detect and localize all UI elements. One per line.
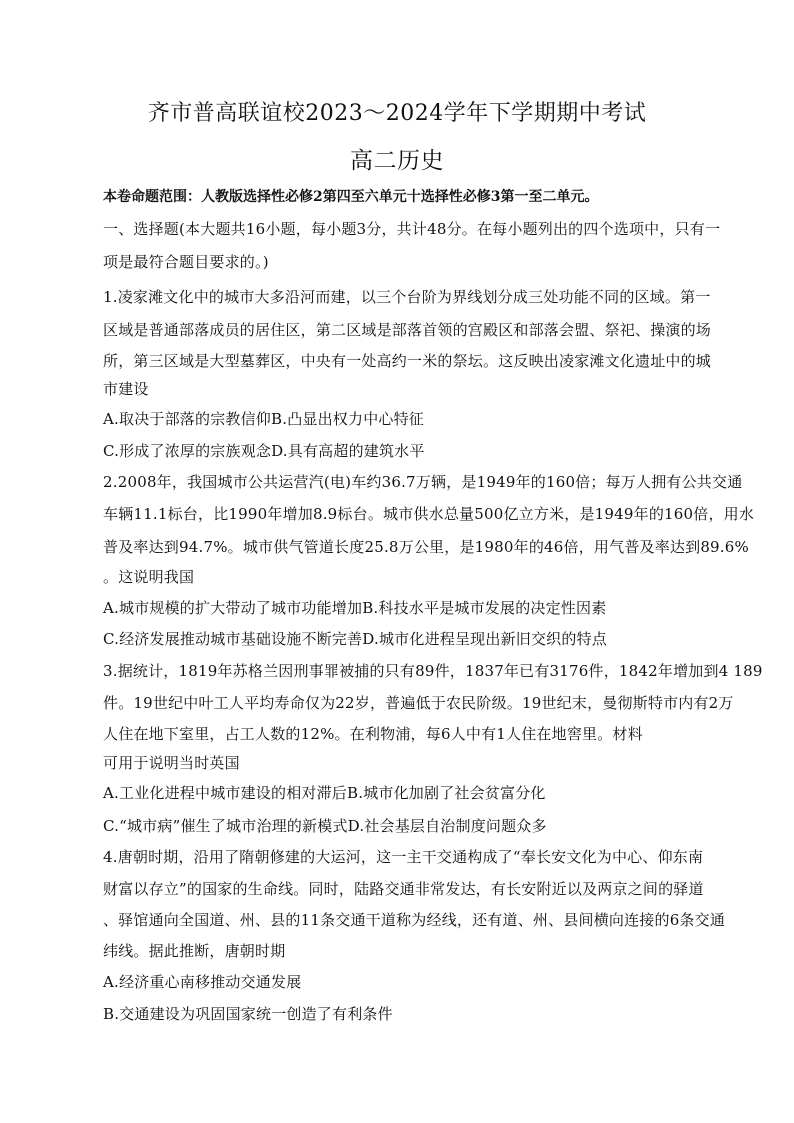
q2-options-ab: A.城市规模的扩大带动了城市功能增加B.科技水平是城市发展的决定性因素 [103, 599, 607, 617]
q3-options-cd: C.“城市病”催生了城市治理的新模式D.社会基层自治制度问题众多 [103, 817, 547, 835]
q4-option-a: A.经济重心南移推动交通发展 [103, 973, 302, 991]
q1-options-ab: A.取决于部落的宗教信仰B.凸显出权力中心特征 [103, 410, 424, 428]
q4-option-b: B.交通建设为巩固国家统一创造了有利条件 [103, 1005, 393, 1023]
q3-stem-line1: 3.据统计，1819年苏格兰因刑事罪被捕的只有89件，1837年已有3176件，1842年增加到4 189 [103, 662, 763, 680]
q1-stem-line2: 区域是普通部落成员的居住区，第二区域是部落首领的宫殿区和部落会盟、祭祀、操演的场 [103, 321, 712, 339]
q2-stem-line1: 2.2008年，我国城市公共运营汽(电)车约36.7万辆，是1949年的160倍；每万人拥有公共交通 [103, 473, 743, 491]
q3-stem-line2: 件。19世纪中叶工人平均寿命仅为22岁，普遍低于农民阶级。19世纪末，曼彻斯特市内有2万 [103, 694, 734, 712]
q1-stem-line1: 1.凌家滩文化中的城市大多沿河而建，以三个台阶为界线划分成三处功能不同的区域。第一 [103, 288, 711, 306]
q1-options-cd: C.形成了浓厚的宗族观念D.具有高超的建筑水平 [103, 442, 425, 460]
q2-options-cd: C.经济发展推动城市基础设施不断完善D.城市化进程呈现出新旧交织的特点 [103, 630, 607, 648]
section-instructions-line1: 一、选择题(本大题共16小题，每小题3分，共计48分。在每小题列出的四个选项中，只有一 [103, 220, 721, 238]
q4-stem-line3: 、驿馆通向全国道、州、县的11条交通干道称为经线，还有道、州、县间横向连接的6条交通 [103, 911, 726, 929]
exam-subject: 高二历史 [350, 148, 444, 174]
q2-stem-line2: 车辆11.1标台，比1990年增加8.9标台。城市供水总量500亿立方米，是1949年的160倍，用水 [103, 505, 755, 523]
q2-stem-line3: 普及率达到94.7%。城市供气管道长度25.8万公里，是1980年的46倍，用气普及率达到89.6% [103, 538, 749, 556]
q3-stem-line4: 可用于说明当时英国 [103, 754, 240, 772]
q4-stem-line1: 4.唐朝时期，沿用了隋朝修建的大运河，这一主干交通构成了“奉长安文化为中心、仰东南 [103, 848, 704, 866]
q3-options-ab: A.工业化进程中城市建设的相对滞后B.城市化加剧了社会贫富分化 [103, 784, 546, 802]
q3-stem-line3: 人住在地下室里，占工人数的12%。在利物浦，每6人中有1人住在地窖里。材料 [103, 725, 643, 743]
section-instructions-line2: 项是最符合题目要求的。) [103, 253, 269, 271]
q2-stem-line4: 。这说明我国 [103, 568, 195, 586]
q4-stem-line4: 纬线。据此推断，唐朝时期 [103, 942, 286, 960]
q1-stem-line4: 市建设 [103, 380, 149, 398]
q4-stem-line2: 财富以存立”的国家的生命线。同时，陆路交通非常发达，有长安附近以及两京之间的驿道 [103, 880, 704, 898]
q1-stem-line3: 所，第三区域是大型墓葬区，中央有一处高约一米的祭坛。这反映出凌家滩文化遗址中的城 [103, 352, 712, 370]
exam-scope: 本卷命题范围：人教版选择性必修2第四至六单元十选择性必修3第一至二单元。 [103, 189, 599, 205]
exam-title: 齐市普高联谊校2023～2024学年下学期期中考试 [147, 101, 647, 126]
